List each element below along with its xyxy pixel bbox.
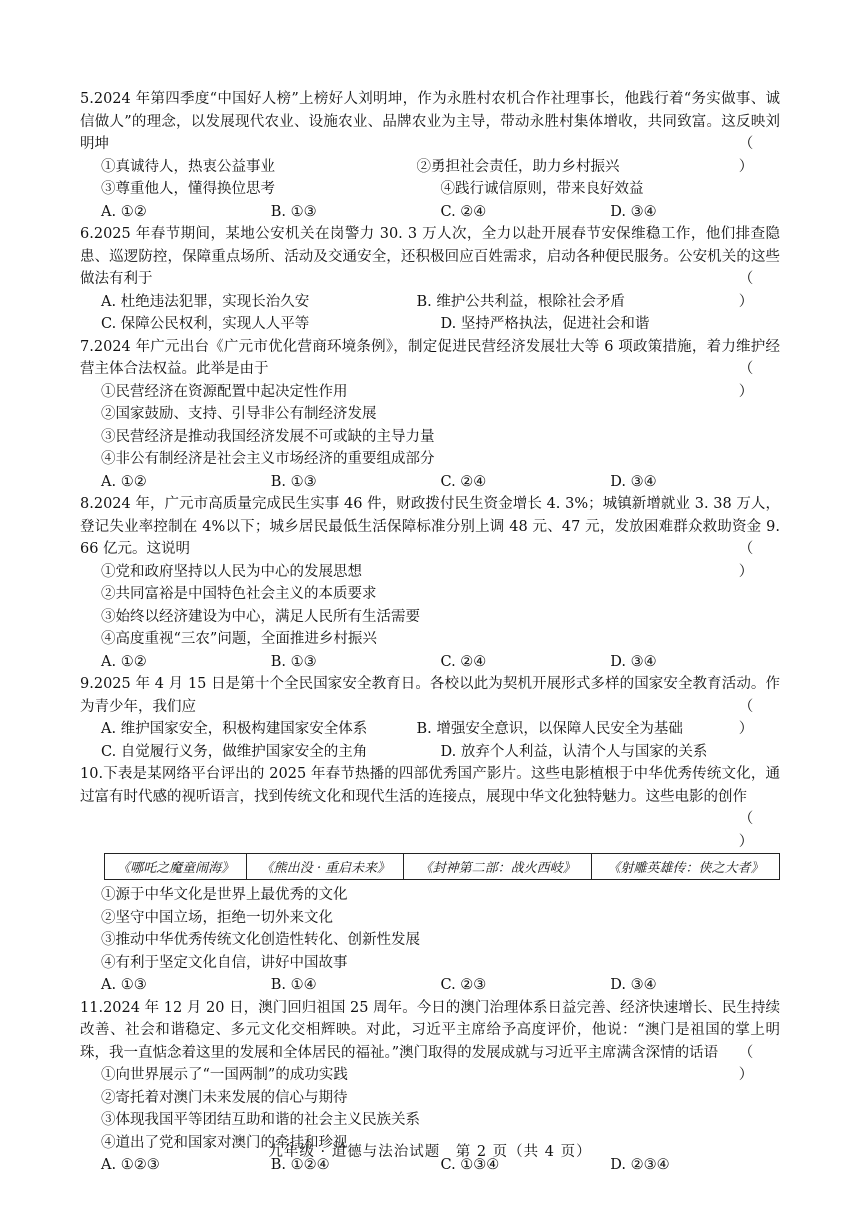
option-C: C. ②④ xyxy=(440,653,487,670)
statement: ③尊重他人，懂得换位思考 xyxy=(101,181,275,197)
answer-bracket: （ ） xyxy=(738,136,774,175)
option-A: A. 维护国家安全，积极构建国家安全体系 xyxy=(101,721,368,737)
page-footer: 九年级 · 道德与法治试题 第 2 页（共 4 页） xyxy=(268,1144,592,1160)
statement: ④践行诚信原则，带来良好效益 xyxy=(440,181,644,197)
option-B: B. ①③ xyxy=(270,203,317,220)
question-list xyxy=(80,88,780,1177)
table-cell: 《射雕英雄传：侠之大者》 xyxy=(592,854,780,880)
question-text: 2025 年 4 月 15 日是第十个全民国家安全教育日。各校以此为契机开展形式多样的国家安全教育活动。作为青少年，我们应 xyxy=(80,676,780,715)
statement: ①党和政府坚持以人民为中心的发展思想 xyxy=(101,563,362,580)
option-D: D. ③④ xyxy=(610,473,657,490)
statement: ④高度重视“三农”问题，全面推进乡村振兴 xyxy=(101,631,377,647)
question-text: 2024 年第四季度“中国好人榜”上榜好人刘明坤，作为永胜村农机合作社理事长，他践行着“务实做事、诚信做人”的理念，以发展现代农业、设施农业、品牌农业为主导，带动永胜村集体增收，共同致富。这反映刘明坤 xyxy=(80,91,780,152)
answer-bracket: （ ） xyxy=(738,271,774,310)
option-C: C. ②③ xyxy=(440,977,487,993)
question-6 xyxy=(80,223,780,336)
option-B: B. ①②④ xyxy=(270,1157,330,1173)
question-10 xyxy=(80,763,780,997)
option-D: D. ③④ xyxy=(610,977,657,993)
option-row xyxy=(80,471,780,494)
option-D: D. ②③④ xyxy=(610,1157,670,1173)
statement: ①民营经济在资源配置中起决定性作用 xyxy=(101,383,348,400)
question-text: 2024 年，广元市高质量完成民生实事 46 件，财政拨付民生资金增长 4. 3%；城镇新增就业 3. 38 万人，登记失业率控制在 4%以下；城乡居民最低生活保障标准分别上调 48 元、47 元，发放困难群众救助资金 9. 66 亿元。这说明 xyxy=(80,496,780,557)
question-9 xyxy=(80,673,780,763)
statement: ③推动中华优秀传统文化创造性转化、创新性发展 xyxy=(101,932,420,948)
statement: ②坚守中国立场，拒绝一切外来文化 xyxy=(101,909,333,926)
question-number: 10. xyxy=(80,766,104,782)
question-number: 8. xyxy=(80,496,94,512)
answer-bracket: （ ） xyxy=(738,698,774,737)
option-A: A. ①③ xyxy=(101,977,147,993)
statement: ④有利于坚定文化自信，讲好中国故事 xyxy=(101,954,348,971)
option-row xyxy=(80,974,780,997)
option-D: D. ③④ xyxy=(610,203,657,220)
statement: ④非公有制经济是社会主义市场经济的重要组成部分 xyxy=(101,451,435,467)
question-text: 下表是某网络平台评出的 2025 年春节热播的四部优秀国产影片。这些电影植根于中华优秀传统文化，通过富有时代感的视听语言，找到传统文化和现代生活的连接点，展现中华文化独特魅力。这些电影的创作 xyxy=(80,766,780,805)
statement: ②共同富裕是中国特色社会主义的本质要求 xyxy=(101,586,377,602)
statement: ③民营经济是推动我国经济发展不可或缺的主导力量 xyxy=(101,428,435,445)
option-A: A. ①② xyxy=(101,473,147,490)
option-A: A. ①② xyxy=(101,653,147,670)
table-cell: 《哪吒之魔童闹海》 xyxy=(105,854,247,880)
question-number: 6. xyxy=(80,226,94,242)
question-number: 9. xyxy=(80,676,94,692)
option-C: C. 自觉履行义务，做维护国家安全的主角 xyxy=(101,743,368,760)
option-B: B. ①③ xyxy=(270,473,317,490)
table-row xyxy=(105,854,780,880)
movie-table xyxy=(104,853,780,880)
table-cell: 《封神第二部：战火西岐》 xyxy=(404,854,592,880)
question-text: 2024 年广元出台《广元市优化营商环境条例》，制定促进民营经济发展壮大等 6 项政策措施，着力维护经营主体合法权益。此举是由于 xyxy=(80,338,780,377)
option-A: A. ①②③ xyxy=(101,1157,160,1173)
statement: ①向世界展示了“一国两制”的成功实践 xyxy=(101,1067,348,1083)
question-number: 7. xyxy=(80,338,94,355)
option-D: D. ③④ xyxy=(610,653,657,670)
statement: ④道出了党和国家对澳门的牵挂和珍视 xyxy=(101,1134,348,1151)
question-8 xyxy=(80,493,780,673)
option-row xyxy=(80,741,780,764)
statement: ③体现我国平等团结互助和谐的社会主义民族关系 xyxy=(101,1112,420,1128)
option-C: C. ①③④ xyxy=(440,1157,500,1173)
statement: ②勇担社会责任，助力乡村振兴 xyxy=(416,158,620,175)
table-cell: 《熊出没 · 重启未来》 xyxy=(247,854,404,880)
question-stem xyxy=(80,763,780,850)
option-row xyxy=(80,651,780,674)
option-B: B. 增强安全意识，以保障人民安全为基础 xyxy=(416,721,683,737)
option-A: A. 杜绝违法犯罪，实现长治久安 xyxy=(101,293,310,310)
option-D: D. 坚持严格执法，促进社会和谐 xyxy=(440,316,650,332)
option-row xyxy=(80,313,780,336)
statement-row xyxy=(80,178,780,201)
statement-row xyxy=(80,156,732,179)
option-row xyxy=(80,718,732,741)
statement: ①源于中华文化是世界上最优秀的文化 xyxy=(101,887,348,903)
question-5 xyxy=(80,88,780,223)
answer-bracket: （ ） xyxy=(738,1044,774,1083)
option-row xyxy=(80,201,780,224)
option-C: C. ②④ xyxy=(440,473,487,490)
option-C: C. ②④ xyxy=(440,203,487,220)
question-text: 2024 年 12 月 20 日，澳门回归祖国 25 周年。今日的澳门治理体系日益完善、经济快速增长、民生持续改善、社会和谐稳定、多元文化交相辉映。对此，习近平主席给予高度评价，他说：“澳门是祖国的掌上明珠，我一直惦念着这里的发展和全体居民的福祉。”澳门取得的发展成就与习近平主席满含深情的话语 xyxy=(80,999,780,1061)
answer-bracket: （ ） xyxy=(738,811,774,850)
option-D: D. 放弃个人利益，认清个人与国家的关系 xyxy=(440,743,708,760)
question-7 xyxy=(80,336,780,494)
statement: ②国家鼓励、支持、引导非公有制经济发展 xyxy=(101,406,377,422)
statement: ①真诚待人，热衷公益事业 xyxy=(101,158,275,175)
answer-bracket: （ ） xyxy=(738,541,774,580)
question-text: 2025 年春节期间，某地公安机关在岗警力 30. 3 万人次，全力以赴开展春节安保维稳工作，他们排查隐患、巡逻防控，保障重点场所、活动及交通安全，还积极回应百姓需求，启动各种便民服务。公安机关的这些做法有利于 xyxy=(80,226,780,287)
option-row xyxy=(80,291,732,314)
answer-bracket: （ ） xyxy=(738,361,774,400)
question-number: 5. xyxy=(80,91,94,107)
option-B: B. 维护公共利益，根除社会矛盾 xyxy=(416,293,625,310)
option-C: C. 保障公民权利，实现人人平等 xyxy=(101,316,310,332)
statement: ②寄托着对澳门未来发展的信心与期待 xyxy=(101,1089,348,1106)
statement: ③始终以经济建设为中心，满足人民所有生活需要 xyxy=(101,608,420,625)
option-A: A. ①② xyxy=(101,203,147,220)
option-B: B. ①④ xyxy=(270,977,317,993)
option-B: B. ①③ xyxy=(270,653,317,670)
question-number: 11. xyxy=(80,999,104,1016)
